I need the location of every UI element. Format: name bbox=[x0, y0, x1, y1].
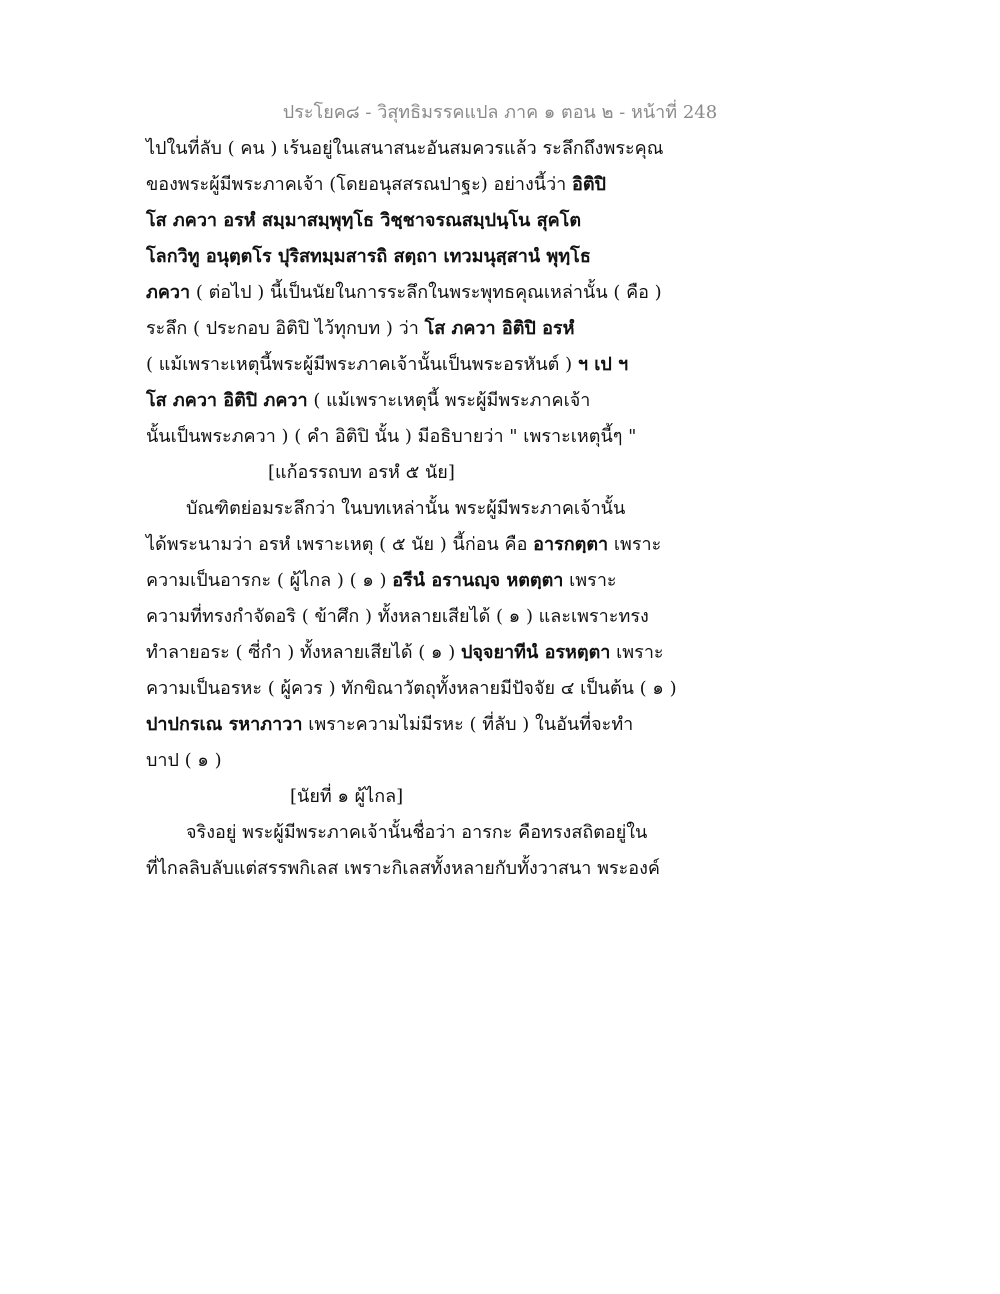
pali-term: โลกวิทู อนุตฺตโร ปุริสทมฺมสารถิ สตฺถา เทวมนุสฺสานํ พุทฺโธ bbox=[146, 246, 591, 267]
text-line: จริงอยู่ พระผู้มีพระภาคเจ้านั้นชื่อว่า อารกะ คือทรงสถิตอยู่ใน bbox=[186, 822, 648, 843]
pali-term: อรีนํ อรานญฺจ หตตฺตา bbox=[392, 570, 564, 591]
pali-term: โส ภควา อรหํ สมฺมาสมฺพุทฺโธ วิชฺชาจรณสมฺปนฺโน สุคโต bbox=[146, 210, 582, 231]
text-line bbox=[146, 203, 666, 239]
text-span: ของพระผู้มีพระภาคเจ้า (โดยอนุสสรณปาฐะ) อย่างนี้ว่า bbox=[146, 174, 573, 195]
text-line: ความเป็นอรหะ ( ผู้ควร ) ทักขิณาวัตถุทั้งหลายมีปัจจัย ๔ เป็นต้น ( ๑ ) bbox=[146, 678, 677, 699]
text-line: นั้นเป็นพระภควา ) ( คำ อิติปิ นั้น ) มีอธิบายว่า " เพราะเหตุนี้ๆ " bbox=[146, 426, 637, 447]
section-heading: [นัยที่ ๑ ผู้ไกล] bbox=[290, 786, 404, 807]
running-header: ประโยค๘ - วิสุทธิมรรคแปล ภาค ๑ ตอน ๒ - หน้าที่ 248 bbox=[282, 102, 718, 123]
pali-term: โส ภควา อิติปิ อรหํ bbox=[424, 318, 575, 339]
text-span: ระลึก ( ประกอบ อิติปิ ไว้ทุกบท ) ว่า bbox=[146, 318, 425, 339]
text-span: ทำลายอระ ( ซี่กำ ) ทั้งหลายเสียได้ ( ๑ ) bbox=[146, 642, 461, 663]
text-span: ( แม้เพราะเหตุนี้พระผู้มีพระภาคเจ้านั้นเป็นพระอรหันต์ ) bbox=[146, 354, 578, 375]
text-line bbox=[146, 707, 666, 743]
text-span: ( ต่อไป ) นี้เป็นนัยในการระลึกในพระพุทธคุณเหล่านั้น ( คือ ) bbox=[190, 282, 662, 303]
text-span: ความเป็นอารกะ ( ผู้ไกล ) ( ๑ ) bbox=[146, 570, 393, 591]
text-span: เพราะความไม่มีรหะ ( ที่ลับ ) ในอันที่จะทำ bbox=[302, 714, 634, 735]
text-line bbox=[146, 239, 666, 275]
text-line bbox=[146, 563, 666, 599]
body-text bbox=[146, 131, 677, 887]
text-span: เพราะ bbox=[608, 534, 662, 555]
pali-term: อารกตฺตา bbox=[533, 534, 609, 555]
pali-term: ปาปกรเณ รหาภาวา bbox=[146, 714, 303, 735]
text-span: เพราะ bbox=[610, 642, 664, 663]
text-line: บาป ( ๑ ) bbox=[146, 750, 222, 771]
text-span: เพราะ bbox=[563, 570, 617, 591]
text-line: ไปในที่ลับ ( คน ) เร้นอยู่ในเสนาสนะอันสมควรแล้ว ระลึกถึงพระคุณ bbox=[146, 138, 664, 159]
text-line bbox=[146, 527, 666, 563]
text-line: ความที่ทรงกำจัดอริ ( ข้าศึก ) ทั้งหลายเสียได้ ( ๑ ) และเพราะทรง bbox=[146, 606, 649, 627]
text-line bbox=[146, 167, 666, 203]
text-line: ที่ไกลลิบลับแต่สรรพกิเลส เพราะกิเลสทั้งหลายกับทั้งวาสนา พระองค์ bbox=[146, 858, 660, 879]
pali-term: ฯ เป ฯ bbox=[577, 354, 629, 375]
section-heading: [แก้อรรถบท อรหํ ๕ นัย] bbox=[268, 462, 455, 483]
text-line bbox=[146, 383, 666, 419]
text-span: ได้พระนามว่า อรหํ เพราะเหตุ ( ๕ นัย ) นี้ก่อน คือ bbox=[146, 534, 534, 555]
pali-term: โส ภควา อิติปิ ภควา bbox=[146, 390, 308, 411]
text-line bbox=[146, 347, 666, 383]
text-line: บัณฑิตย่อมระลึกว่า ในบทเหล่านั้น พระผู้มีพระภาคเจ้านั้น bbox=[186, 498, 626, 519]
pali-term: ปจฺจยาทีนํ อรหตฺตา bbox=[460, 642, 611, 663]
text-span: ( แม้เพราะเหตุนี้ พระผู้มีพระภาคเจ้า bbox=[307, 390, 591, 411]
pali-term: อิติปิ bbox=[572, 174, 606, 195]
pali-term: ภควา bbox=[146, 282, 191, 303]
text-line bbox=[146, 311, 666, 347]
text-line bbox=[146, 635, 666, 671]
text-line bbox=[146, 275, 666, 311]
